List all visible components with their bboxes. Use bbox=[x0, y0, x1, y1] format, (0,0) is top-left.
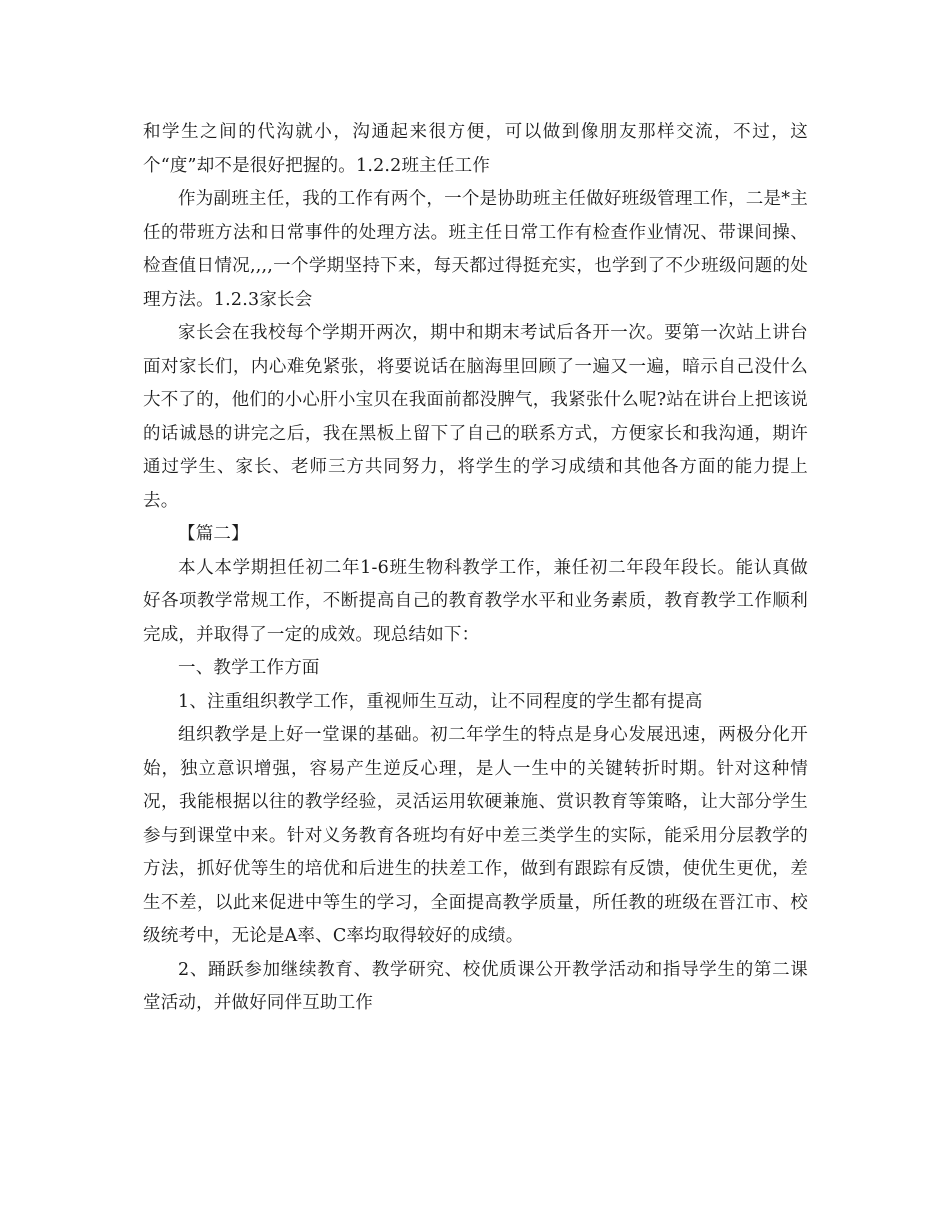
document-body bbox=[143, 116, 808, 1021]
paragraph: 作为副班主任，我的工作有两个，一个是协助班主任做好班级管理工作，二是*主任的带班方法和日常事件的处理方法。班主任日常工作有检查作业情况、带课间操、检查值日情况,,,,一个学期坚持下来，每天都过得挺充实，也学到了不少班级问题的处理方法。1.2.3家长会 bbox=[143, 189, 808, 310]
section-heading: 【篇二】 bbox=[178, 524, 249, 544]
paragraph: 和学生之间的代沟就小，沟通起来很方便，可以做到像朋友那样交流，不过，这个“度”却不是很好把握的。1.2.2班主任工作 bbox=[143, 122, 808, 176]
paragraph: 1、注重组织教学工作，重视师生互动，让不同程度的学生都有提高 bbox=[178, 691, 703, 712]
subsection-heading: 一、教学工作方面 bbox=[178, 658, 320, 678]
paragraph: 2、踊跃参加继续教育、教学研究、校优质课公开教学活动和指导学生的第二课堂活动，并做好同伴互助工作 bbox=[143, 959, 808, 1013]
paragraph: 本人本学期担任初二年1-6班生物科教学工作，兼任初二年段年段长。能认真做好各项教学常规工作，不断提高自己的教育教学水平和业务素质，教育教学工作顺利完成，并取得了一定的成效。现总结如下： bbox=[143, 557, 808, 645]
paragraph: 家长会在我校每个学期开两次，期中和期末考试后各开一次。要第一次站上讲台面对家长们，内心难免紧张，将要说话在脑海里回顾了一遍又一遍，暗示自己没什么大不了的，他们的小心肝小宝贝在我面前都没脾气，我紧张什么呢?站在讲台上把该说的话诚恳的讲完之后，我在黑板上留下了自己的联系方式，方便家长和我沟通，期许通过学生、家长、老师三方共同努力，将学生的学习成绩和其他各方面的能力提上去。 bbox=[143, 323, 808, 511]
paragraph: 组织教学是上好一堂课的基础。初二年学生的特点是身心发展迅速，两极分化开始，独立意识增强，容易产生逆反心理，是人一生中的关键转折时期。针对这种情况，我能根据以往的教学经验，灵活运用软硬兼施、赏识教育等策略，让大部分学生参与到课堂中来。针对义务教育各班均有好中差三类学生的实际，能采用分层教学的方法，抓好优等生的培优和后进生的扶差工作，做到有跟踪有反馈，使优生更优，差生不差，以此来促进中等生的学习，全面提高教学质量，所任教的班级在晋江市、校级统考中，无论是A率、C率均取得较好的成绩。 bbox=[143, 725, 808, 946]
